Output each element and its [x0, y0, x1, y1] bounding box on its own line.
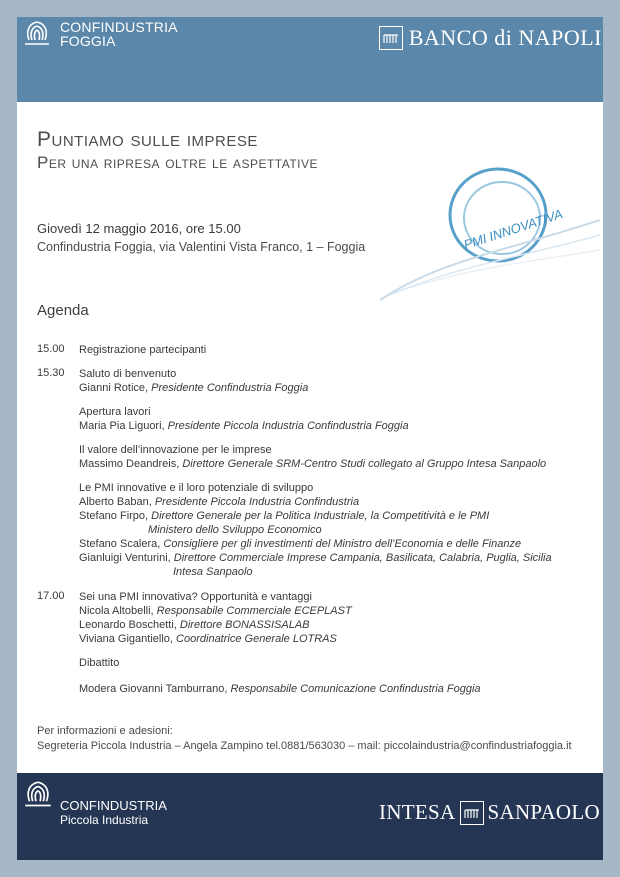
- badge-label: PMI INNOVATIVA: [461, 206, 565, 253]
- speaker-row: Gianluigi Venturini, Direttore Commerciale Imprese Campania, Basilicata, Calabria, Puglia, Sicilia: [79, 552, 552, 564]
- speaker-row: Gianni Rotice, Presidente Confindustria Foggia: [79, 382, 309, 394]
- agenda-item-welcome: Saluto di benvenuto: [79, 368, 177, 380]
- speaker-row: Nicola Altobelli, Responsabile Commerciale ECEPLAST: [79, 605, 352, 617]
- speaker-row: Stefano Firpo, Direttore Generale per la Politica Industriale, la Competitività e le PMI: [79, 510, 490, 522]
- swoosh-line-2: [390, 235, 600, 295]
- speaker-role: Presidente Piccola Industria Confindustria Foggia: [167, 420, 409, 432]
- speaker-role: Direttore Commerciale Imprese Campania, Basilicata, Calabria, Puglia, Sicilia: [173, 552, 552, 564]
- agenda-item-opening: Apertura lavori: [79, 406, 151, 418]
- bank-building-icon: [460, 801, 484, 825]
- speaker-row: Stefano Scalera, Consigliere per gli investimenti del Ministro dell’Economia e delle Finanze: [79, 538, 522, 550]
- speaker-name: Viviana Gigantiello: [79, 633, 170, 645]
- speaker-role-continued: [173, 565, 253, 579]
- banco-di-napoli-logo: [379, 25, 602, 51]
- event-title: Puntiamo sulle imprese: [37, 128, 258, 151]
- event-date: Giovedì 12 maggio 2016, ore 15.00: [37, 221, 241, 236]
- speaker-row: Maria Pia Liguori, Presidente Piccola Industria Confindustria Foggia: [79, 420, 409, 432]
- speaker-row: Massimo Deandreis, Direttore Generale SRM-Centro Studi collegato al Gruppo Intesa Sanpaolo: [79, 458, 547, 470]
- swoosh-line-3: [410, 250, 600, 288]
- info-heading: Per informazioni e adesioni:: [37, 725, 173, 737]
- confindustria-logo-line2: Piccola Industria: [60, 813, 149, 827]
- moderator-row: Modera Giovanni Tamburrano, Responsabile Comunicazione Confindustria Foggia: [79, 683, 481, 695]
- speaker-role: Direttore BONASSISALAB: [179, 619, 310, 631]
- speaker-name: Massimo Deandreis: [79, 458, 177, 470]
- intesa-sanpaolo-logo: [379, 800, 600, 825]
- pmi-innovativa-badge: [380, 160, 600, 310]
- speaker-name: Leonardo Boschetti: [79, 619, 174, 631]
- confindustria-foggia-logo: [20, 18, 178, 50]
- agenda-time-3: 17.00: [37, 590, 65, 602]
- banco-di-napoli-text: BANCO di NAPOLI: [408, 25, 602, 50]
- confindustria-logo-line1: CONFINDUSTRIA: [60, 798, 167, 813]
- speaker-row: Viviana Gigantiello, Coordinatrice Generale LOTRAS: [79, 633, 337, 645]
- agenda-item-registration: Registrazione partecipanti: [79, 344, 207, 356]
- speaker-name: Stefano Firpo: [79, 510, 146, 522]
- agenda-item-innovation-value: Il valore dell’innovazione per le imprese: [79, 444, 272, 456]
- agenda-item-opportunities: Sei una PMI innovativa? Opportunità e vantaggi: [79, 591, 312, 603]
- speaker-name: Gianluigi Venturini: [79, 552, 168, 564]
- speaker-name: Alberto Baban: [79, 496, 149, 508]
- speaker-role: Consigliere per gli investimenti del Ministro dell’Economia e delle Finanze: [163, 538, 522, 550]
- moderator-name: Modera Giovanni Tamburrano: [79, 683, 225, 695]
- speaker-name: Stefano Scalera: [79, 538, 158, 550]
- bank-building-icon: [379, 26, 403, 50]
- speaker-role: Presidente Piccola Industria Confindustria: [154, 496, 360, 508]
- speaker-role-continued: [148, 523, 322, 537]
- sanpaolo-text: SANPAOLO: [487, 800, 600, 824]
- confindustria-logo-line1: CONFINDUSTRIA: [60, 19, 178, 35]
- speaker-name: Maria Pia Liguori: [79, 420, 162, 432]
- speaker-row: Leonardo Boschetti, Direttore BONASSISALAB: [79, 619, 310, 631]
- agenda-item-innovative-pmi: Le PMI innovative e il loro potenziale di sviluppo: [79, 482, 314, 494]
- speaker-role: Responsabile Commerciale ECEPLAST: [156, 605, 352, 617]
- intesa-text: INTESA: [379, 800, 456, 824]
- speaker-role: Ministero dello Sviluppo Economico: [148, 524, 322, 536]
- event-subtitle: Per una ripresa oltre le aspettative: [37, 153, 319, 172]
- confindustria-logo-line2: FOGGIA: [60, 33, 116, 49]
- confindustria-piccola-industria-logo: [20, 777, 167, 827]
- event-venue: Confindustria Foggia, via Valentini Vista Franco, 1 – Foggia: [37, 240, 366, 254]
- speaker-role: Presidente Confindustria Foggia: [151, 382, 309, 394]
- speaker-role: Coordinatrice Generale LOTRAS: [176, 633, 337, 645]
- speaker-role: Direttore Generale SRM-Centro Studi collegato al Gruppo Intesa Sanpaolo: [182, 458, 547, 470]
- moderator-role: Responsabile Comunicazione Confindustria Foggia: [230, 683, 481, 695]
- speaker-row: Alberto Baban, Presidente Piccola Industria Confindustria: [79, 496, 360, 508]
- speaker-role: Intesa Sanpaolo: [173, 566, 253, 578]
- agenda-item-debate: Dibattito: [79, 657, 120, 669]
- speaker-role: Direttore Generale per la Politica Industriale, la Competitività e le PMI: [151, 510, 490, 522]
- agenda-time-1: 15.00: [37, 343, 65, 355]
- speaker-name: Nicola Altobelli: [79, 605, 151, 617]
- confindustria-emblem-icon: [20, 18, 54, 50]
- agenda-heading: Agenda: [37, 302, 89, 319]
- speaker-name: Gianni Rotice: [79, 382, 146, 394]
- confindustria-emblem-icon: [20, 777, 56, 817]
- info-contacts: Segreteria Piccola Industria – Angela Zampino tel.0881/563030 – mail: piccolaindustria@confindustriafoggia.it: [37, 740, 572, 752]
- agenda-time-2: 15.30: [37, 367, 65, 379]
